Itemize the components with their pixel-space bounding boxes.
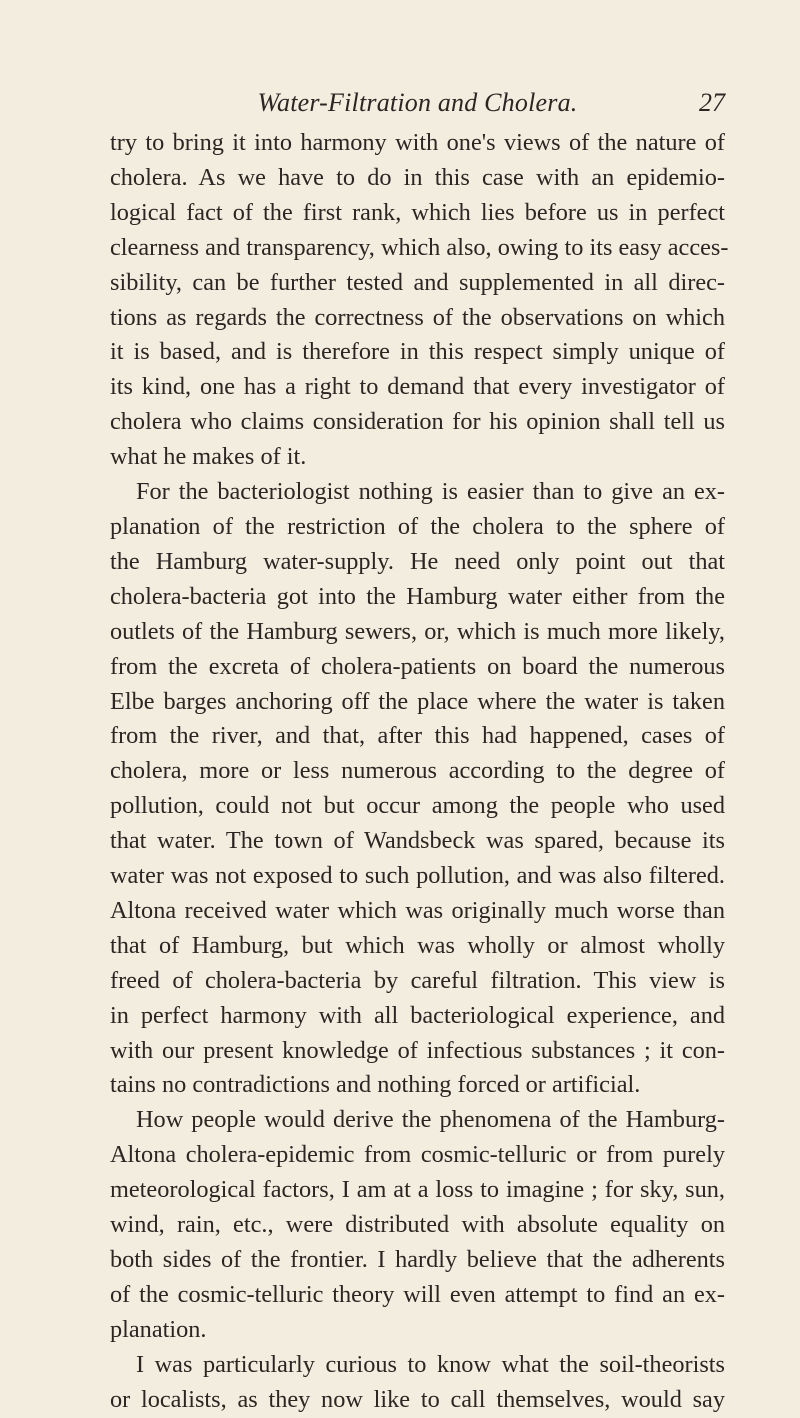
text-line: cholera who claims consideration for his opinion shall tell us — [110, 408, 725, 436]
text-line: its kind, one has a right to demand that every investigator of — [110, 373, 725, 401]
text-line: that of Hamburg, but which was wholly or almost wholly — [110, 931, 725, 959]
body-text — [110, 126, 729, 1418]
text-line: in perfect harmony with all bacteriological experience, and — [110, 1001, 725, 1029]
text-line: from the river, and that, after this had happened, cases of — [110, 722, 725, 750]
text-line: with our present knowledge of infectious substances ; it con- — [110, 1036, 725, 1064]
text-line: or localists, as they now like to call themselves, would say — [110, 1385, 725, 1413]
text-line: cholera-bacteria got into the Hamburg water either from the — [110, 582, 725, 610]
text-line: planation of the restriction of the cholera to the sphere of — [110, 512, 725, 540]
text-line: For the bacteriologist nothing is easier than to give an ex- — [136, 478, 725, 506]
text-line: from the excreta of cholera-patients on board the numerous — [110, 652, 725, 680]
text-line: of the cosmic-telluric theory will even attempt to find an ex- — [110, 1280, 725, 1308]
text-line: it is based, and is therefore in this respect simply unique of — [110, 338, 725, 366]
text-line: clearness and transparency, which also, owing to its easy acces- — [110, 233, 729, 261]
text-line: both sides of the frontier. I hardly believe that the adherents — [110, 1246, 725, 1273]
text-line: planation. — [110, 1315, 207, 1343]
text-line: the Hamburg water-supply. He need only point out that — [110, 547, 725, 575]
text-line: How people would derive the phenomena of the Hamburg- — [136, 1106, 725, 1134]
text-line: I was particularly curious to know what the soil-theorists — [136, 1350, 725, 1378]
paragraph — [110, 126, 729, 475]
text-line: pollution, could not but occur among the people who used — [110, 792, 725, 820]
text-line: cholera, more or less numerous according to the degree of — [110, 757, 725, 785]
text-line: freed of cholera-bacteria by careful filtration. This view is — [110, 966, 725, 994]
text-line: Altona received water which was originally much worse than — [110, 896, 725, 924]
paragraph — [110, 475, 725, 1103]
text-line: try to bring it into harmony with one's views of the nature of — [110, 129, 725, 156]
text-line: cholera. As we have to do in this case with an epidemio- — [110, 163, 725, 191]
text-line: wind, rain, etc., were distributed with absolute equality on — [110, 1211, 725, 1239]
text-line: tions as regards the correctness of the observations on which — [110, 303, 725, 331]
text-line: logical fact of the first rank, which lies before us in perfect — [110, 198, 725, 226]
paragraph — [110, 1348, 725, 1418]
text-line: sibility, can be further tested and supplemented in all direc- — [110, 268, 725, 296]
page-number: 27 — [699, 88, 725, 117]
text-line: meteorological factors, I am at a loss to imagine ; for sky, sun, — [110, 1176, 725, 1204]
text-line: that water. The town of Wandsbeck was spared, because its — [110, 827, 725, 855]
running-head — [110, 83, 725, 123]
running-title: Water-Filtration and Cholera. — [257, 88, 578, 117]
text-line: what he makes of it. — [110, 443, 307, 471]
text-line: outlets of the Hamburg sewers, or, which is much more likely, — [110, 617, 725, 645]
text-line: water was not exposed to such pollution, and was also filtered. — [110, 862, 725, 890]
paragraph — [110, 1103, 725, 1347]
text-line: tains no contradictions and nothing forced or artificial. — [110, 1071, 641, 1099]
text-line: Altona cholera-epidemic from cosmic-telluric or from purely — [110, 1141, 725, 1169]
text-line: Elbe barges anchoring off the place where the water is taken — [110, 687, 725, 715]
